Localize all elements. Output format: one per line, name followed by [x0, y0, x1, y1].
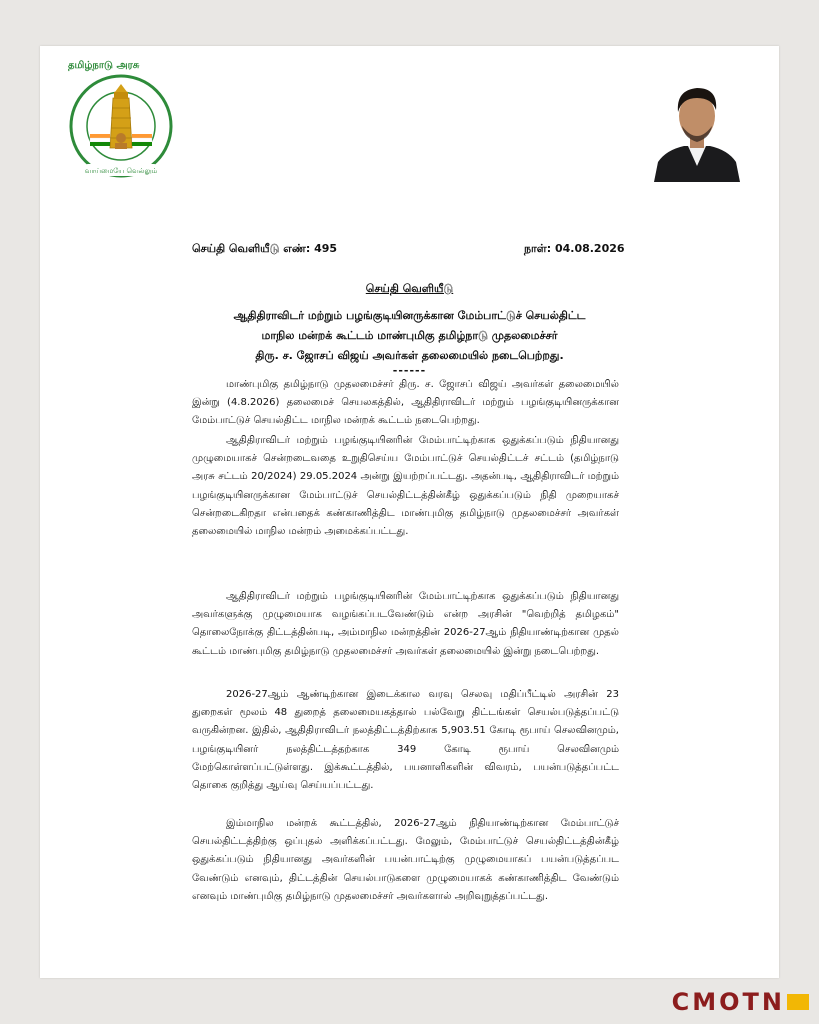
release-title	[40, 306, 779, 366]
body-paragraph: 2026-27ஆம் ஆண்டிற்கான இடைக்கால வரவு செலவு மதிப்பீட்டில் அரசின் 23 துறைகள் மூலம் 48 துறைத் தலைமையகத்தால் பல்வேறு திட்டங்கள் செயல்படுத்தப்பட்டு வருகின்றன. இதில், ஆதிதிராவிடர் நலத்திட்டத்திற்காக 5,903.51 கோடி ரூபாய் செலவினமும், பழங்குடியினர் நலத்திட்டத்தற்காக 349 கோடி ரூபாய் செலவினமும் மேற்கொள்ளப்பட்டுள்ளது. இக்கூட்டத்தில், பயனாளிகளின் விவரம், பயன்படுத்தப்பட்ட தொகை குறித்து ஆய்வு செய்யப்பட்டது.	[192, 689, 619, 792]
brand-accent	[787, 994, 809, 1010]
title-line: ஆதிதிராவிடர் மற்றும் பழங்குடியினருக்கான மேம்பாட்டுச் செயல்திட்ட	[233, 309, 586, 322]
cmotn-logo	[672, 988, 809, 1016]
emblem-motto: வாய்மையே வெல்லும்	[84, 167, 158, 175]
press-release-sheet	[40, 46, 779, 978]
chief-minister-portrait	[652, 76, 742, 182]
brand-text: CMOTN	[671, 988, 785, 1016]
release-number: செய்தி வெளியீடு எண்: 495	[192, 242, 338, 255]
body-paragraph: ஆதிதிராவிடர் மற்றும் பழங்குடியினரின் மேம்பாட்டிற்காக ஒதுக்கப்படும் நிதியானது அவர்களுக்கு முழுமையாக வழங்கப்படவேண்டும் என்ற அரசின் "வெற்றித் தமிழகம்" தொலைநோக்கு திட்டத்தின்படி, அம்மாநில மன்றத்தின் 2026-27ஆம் நிதியாண்டிற்கான முதல் கூட்டம் மாண்புமிகு தமிழ்நாடு முதலமைச்சர் அவர்கள் தலைமையில் இன்று நடைபெற்றது.	[192, 591, 619, 657]
emblem-arc-text: தமிழ்நாடு அரசு	[68, 60, 140, 71]
separator: ------	[392, 364, 427, 377]
tamil-nadu-emblem	[68, 60, 174, 178]
title-line: திரு. ச. ஜோசப் விஜய் அவர்கள் தலைமையில் நடைபெற்றது.	[255, 349, 564, 362]
body-paragraph: இம்மாநில மன்றக் கூட்டத்தில், 2026-27ஆம் நிதியாண்டிற்கான மேம்பாட்டுச் செயல்திட்டத்திற்கு ஒப்புதல் அளிக்கப்பட்டது. மேலும், மேம்பாட்டுச் செயல்திட்டத்தின்கீழ் ஒதுக்கப்படும் நிதியானது அவர்களின் பயன்பாட்டிற்கு முழுமையாகப் பயன்படுத்தப்பட வேண்டும் எனவும், திட்டத்தின் செயல்பாடுகளை முழுமையாகக் கண்காணித்திட வேண்டும் எனவும் மாண்புமிகு தமிழ்நாடு முதலமைச்சர் அவர்களால் அறிவுறுத்தப்பட்டது.	[192, 818, 619, 902]
release-date: நாள்: 04.08.2026	[524, 242, 625, 255]
body-paragraph: ஆதிதிராவிடர் மற்றும் பழங்குடியினரின் மேம்பாட்டிற்காக ஒதுக்கப்படும் நிதியானது முழுமையாகச் சென்றடைவதை உறுதிசெய்ய மேம்பாட்டுச் செயல்திட்டச் சட்டம் (தமிழ்நாடு அரசு சட்டம் 20/2024) 29.05.2024 அன்று இயற்றப்பட்டது. அதன்படி, ஆதிதிராவிடர் மற்றும் பழங்குடியினருக்கான மேம்பாட்டுச் செயல்திட்டத்தின்கீழ் ஒதுக்கப்படும் நிதி முறையாகச் சென்றடைகிறதா என்பதைக் கண்காணித்திட மாண்புமிகு தமிழ்நாடு முதலமைச்சர் அவர்கள் தலைமையில் மாநில மன்றம் அமைக்கப்பட்டது.	[192, 435, 619, 538]
title-line: மாநில மன்றக் கூட்டம் மாண்புமிகு தமிழ்நாடு முதலமைச்சர்	[261, 329, 558, 342]
release-heading: செய்தி வெளியீடு	[365, 282, 454, 295]
body-paragraph: மாண்புமிகு தமிழ்நாடு முதலமைச்சர் திரு. ச. ஜோசப் விஜய் அவர்கள் தலைமையில் இன்று (4.8.2026) தலைமைச் செயலகத்தில், ஆதிதிராவிடர் மற்றும் பழங்குடியினருக்கான மேம்பாட்டுச் செயல்திட்ட மாநில மன்றக் கூட்டம் நடைபெற்றது.	[192, 379, 619, 427]
